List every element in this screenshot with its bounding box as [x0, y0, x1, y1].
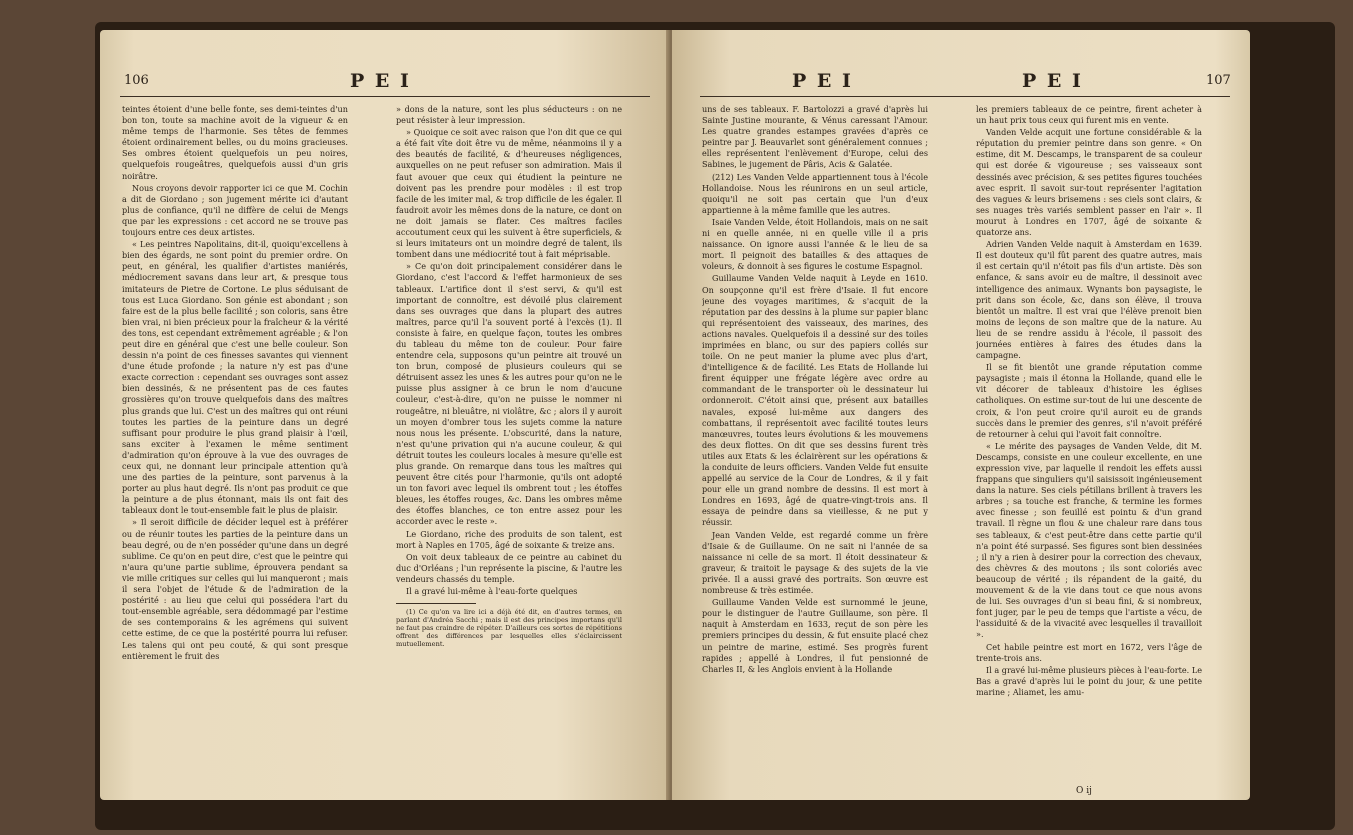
page-number: 107	[1206, 73, 1231, 88]
paragraph: Il a gravé lui-même à l'eau-forte quelques	[406, 586, 578, 597]
paragraph: Guillaume Vanden Velde naquit à Leyde en 1610. On soupçonne qu'il est frère d'Isaie. Il fut encore jeune des voyages maritimes, & s'acquit de la réputation par des dessins à la plume sur papier blanc qui représentoient des vaisseaux, des marines, des actions navales. Quelquefois il a dessiné sur des toiles imprimées en blanc, ou sur des papiers collés sur toile. On ne peut manier la plume avec plus d'art, d'intelligence & de facilité. Les Etats de Hollande lui firent équipper une frégate légère avec ordre au commandant de le transporter où le dessinateur lui ordonneroit. C'étoit ainsi que, présent aux batailles navales, exposé lui-même aux dangers des combattans, il représentoit avec facilité toutes leurs manœuvres, toutes leurs évolutions & les mouvemens des deux flottes. On dit que ses dessins furent très utiles aux Etats & les éclairèrent sur les opérations & la conduite de leurs officiers. Vanden Velde fut ensuite appellé au service de la Cour de Londres, & il y fait pour elle un grand nombre de dessins. Il est mort à Londres en 1693, âgé de quatre-vingt-trois ans. Il essaya de peindre dans sa vieillesse, & ne put y réussir.	[702, 273, 928, 528]
paragraph: Vanden Velde acquit une fortune considérable & la réputation du premier peintre dans son genre. « On estime, dit M. Descamps, le transparent de sa couleur qui est dorée & vigoureuse ; ses vaisseaux sont dessinés avec précision, & ses petites figures touchées avec esprit. Il savoit sur-tout représenter l'agitation des vagues & leurs brisemens : ses ciels sont clairs, & ses nuages très variés semblent passer en l'air ». Il mourut à Londres en 1707, âgé de soixante & quatorze ans.	[976, 127, 1202, 238]
paragraph: uns de ses tableaux. F. Bartolozzi a gravé d'après lui Sainte Justine mourante, & Vénus caressant l'Amour. Les quatre grandes estampes gravées d'après ce peintre par J. Beauvarlet sont généralement connues ; elles représentent l'enlèvement d'Europe, celui des Sabines, le jugement de Pâris, Acis & Galatée.	[702, 104, 928, 170]
paragraph: (212) Les Vanden Velde appartiennent tous à l'école Hollandoise. Nous les réunirons en un seul article, quoiqu'il ne soit pas certain que l'un d'eux appartienne à la même famille que les autres.	[702, 171, 928, 215]
paragraph: » Ce qu'on doit principalement considérer dans le Giordano, c'est l'accord & l'effet harmonieux de ses tableaux. L'artifice dont il s'est servi, & qu'il est important de connoître, est dévoilé plus clairement dans ses ouvrages que dans la plupart des autres maîtres, parce qu'il l'a souvent porté à l'excès (1). Il consiste à faire, en quelque façon, toutes les ombres du tableau du même ton de couleur. Pour faire entendre cela, supposons qu'un peintre ait trouvé un ton brun, composé de plusieurs couleurs qui se détruisent assez les unes & les autres pour qu'on ne le puisse plus assigner à ce brun le nom d'aucune couleur, c'est-à-dire, qu'on ne puisse le nommer ni rougeâtre, ni bleuâtre, ni violâtre, &c ; alors il y auroit un moyen d'ombrer tous les sujets comme la nature nous nous les présente. L'obscurité, dans la nature, n'est qu'une privation qui n'a aucune couleur, & qui détruit toutes les couleurs locales à mesure qu'elle est plus grande. On remarque dans tous les maîtres qui peuvent être cités pour l'harmonie, qu'ils ont adopté un ton favori avec lequel ils ombrent tout ; les étoffes bleues, les étoffes rouges, &c. Dans les ombres même des étoffes blanches, ce ton entre assez pour les accorder avec le reste ».	[396, 261, 622, 527]
signature-mark: O ij	[1076, 786, 1092, 796]
left-page	[100, 30, 670, 800]
paragraph: Isaie Vanden Velde, étoit Hollandois, mais on ne sait ni en quelle année, ni en quelle ville il a pris naissance. On ignore aussi l'année & le lieu de sa mort. Il peignoit des batailles & des attaques de voleurs, & donnoit à ses figures le costume Espagnol.	[702, 216, 928, 272]
left-column-2	[396, 104, 622, 794]
running-head: P E I	[792, 70, 853, 92]
paragraph: Le Giordano, riche des produits de son talent, est mort à Naples en 1705, âgé de soixante & treize ans.	[396, 528, 622, 550]
header-rule	[120, 96, 650, 97]
right-page	[672, 30, 1250, 800]
running-head-2: P E I	[1022, 70, 1083, 92]
paragraph: » Quoique ce soit avec raison que l'on dit que ce qui a été fait vîte doit être vu de même, néanmoins il y a des beautés de facilité, & d'heureuses négligences, auxquelles on ne peut refuser son admiration. Mais il faut avouer que ceux qui étudient la peinture ne doivent pas les prendre pour modèles : il est trop facile de les imiter mal, & trop difficile de les égaler. Il faudroit avoir les mêmes dons de la nature, ce dont on ne doit jamais se flater. Ces maîtres faciles accoutument ceux qui les suivent à être superficiels, & si leurs imitateurs ont un moindre degré de talent, ils tombent dans une médiocrité tout à fait méprisable.	[396, 127, 622, 260]
paragraph: les premiers tableaux de ce peintre, firent acheter à un haut prix tous ceux qui furent mis en vente.	[976, 104, 1202, 126]
left-column-1	[122, 104, 348, 663]
footnote: (1) Ce qu'on va lire ici a déjà été dit, en d'autres termes, en parlant d'Andréa Sacchi ; mais il est des principes importans qu'il ne faut pas craindre de répéter. D'ailleurs ces sortes de répétitions offrent des différences par lesquelles elles s'éclaircissent mutuellement.	[396, 608, 622, 649]
paragraph: Il a gravé lui-même plusieurs pièces à l'eau-forte. Le Bas a gravé d'après lui le point du jour, & une petite marine ; Aliamet, les amu-	[976, 664, 1202, 697]
paragraph: Guillaume Vanden Velde est surnommé le jeune, pour le distinguer de l'autre Guillaume, son père. Il naquit à Amsterdam en 1633, reçut de son père les premiers principes du dessin, & fut ensuite placé chez un peintre de marine, estimé. Ses progrès furent rapides ; appellé à Londres, il fut pensionné de Charles II, & les Anglois envient à la Hollande	[702, 597, 928, 674]
paragraph: « Les peintres Napolitains, dit-il, quoiqu'excellens à bien des égards, ne sont point du premier ordre. On peut, en général, les qualifier d'artistes maniérés, médiocrement savans dans leur art, & presque tous imitateurs de Pietre de Cortone. Le plus séduisant de tous est Luca Giordano. Son génie est abondant ; son faire est de la plus belle facilité ; son coloris, sans être bien vrai, ni bien précieux pour la fraîcheur & la vérité des tons, est cependant extrêmement agréable ; & l'on peut dire en général que c'est une belle couleur. Son dessin n'a point de ces finesses savantes qui viennent d'une étude profonde ; la nature n'y est pas d'une exacte correction : cependant ses ouvrages sont assez bien dessinés, & ne présentent pas de ces fautes grossières qu'on trouve quelquefois dans des maîtres plus grands que lui. C'est un des maîtres qui ont réuni toutes les parties de la peinture dans un degré suffisant pour produire le plus grand plaisir à l'œil, sans exciter à l'examen le même sentiment d'admiration qu'on éprouve à la vue des ouvrages de ceux qui, ne donnant leur principale attention qu'à une des parties de la peinture, sont parvenus à la porter au plus haut degré. Ils n'ont pas produit ce que la peinture a de plus étonnant, mais ils ont fait des tableaux dont le tout-ensemble fait le plus de plaisir.	[122, 239, 348, 516]
paragraph: On voit deux tableaux de ce peintre au cabinet du duc d'Orléans ; l'un représente la piscine, & l'autre les vendeurs chassés du temple.	[396, 551, 622, 584]
right-column-2	[976, 104, 1202, 784]
paragraph: Jean Vanden Velde, est regardé comme un frère d'Isaie & de Guillaume. On ne sait ni l'année de sa naissance ni celle de sa mort. Il étoit dessinateur & graveur, & traitoit le paysage & des sujets de la vie privée. Il a aussi gravé des portraits. Son œuvre est nombreuse & très estimée.	[702, 529, 928, 596]
page-number: 106	[124, 73, 149, 88]
paragraph: » Il seroit difficile de décider lequel est à préférer ou de réunir toutes les parties de la peinture dans un beau degré, ou de n'en posséder qu'une dans un degré sublime. Ce qu'on en peut dire, c'est que le peintre qui n'aura qu'une partie sublime, éprouvera pendant sa vie mille critiques sur celles qui lui manqueront ; mais il sera l'objet de l'étude & de l'admiration de la postérité : au lieu que celui qui possédera l'art du tout-ensemble agréable, sera dédommagé par l'estime de ses contemporains & les agrémens qui suivent cette estime, de ce que la postérité pourra lui refuser. Les talens qui ont peu couté, & qui sont presque entièrement le fruit des	[122, 517, 348, 661]
header-rule	[700, 96, 1230, 97]
paragraph: Nous croyons devoir rapporter ici ce que M. Cochin a dit de Giordano ; son jugement mérite ici d'autant plus de confiance, qu'il ne diffère de celui de Mengs que par les expressions : cet accord ne se trouve pas toujours entre ces deux artistes.	[122, 182, 348, 238]
paragraph: » dons de la nature, sont les plus séducteurs : on ne peut résister à leur impression.	[396, 104, 622, 126]
running-head: P E I	[350, 70, 411, 92]
paragraph: Adrien Vanden Velde naquit à Amsterdam en 1639. Il est douteux qu'il fût parent des quatre autres, mais il est certain qu'il n'étoit pas fils d'un artiste. Dès son enfance, & sans avoir eu de maître, il dessinoit avec intelligence des animaux. Wynants bon paysagiste, le prit dans son école, &c, dans son élève, il trouva bientôt un maître. Il est vrai que l'élève prenoit bien moins de leçons de son maître que de la nature. Au lieu de se rendre assidu à l'école, il passoit des journées entières à faires des études dans la campagne.	[976, 239, 1202, 361]
paragraph: Cet habile peintre est mort en 1672, vers l'âge de trente-trois ans.	[976, 641, 1202, 663]
paragraph: « Le mérite des paysages de Vanden Velde, dit M. Descamps, consiste en une couleur excellente, en une expression vive, par laquelle il rendoit les effets aussi frappans que singuliers qu'il saisissoit ingénieusement dans la nature. Ses ciels pétillans brillent à travers les arbres ; sa touche est franche, & termine les formes avec finesse ; son feuillé est pointu & d'un grand travail. Il règne un flou & une chaleur rare dans tous ses tableaux, & c'est peut-être dans cette partie qu'il n'a point été surpassé. Ses figures sont bien dessinées ; il n'y a rien à desirer pour la correction des chevaux, des chèvres & des moutons ; ils sont coloriés avec beaucoup de vérité ; ils répandent de la gaité, du mouvement & de la vie dans tout ce que nous avons de lui. Ses ouvrages d'un si beau fini, & si nombreux, font juger, par le peu de temps que l'artiste a vécu, de l'assiduité & de la vivacité avec lesquelles il travailloit ».	[976, 440, 1202, 640]
footnote-rule	[396, 603, 476, 604]
right-column-1	[702, 104, 928, 676]
paragraph: Il se fit bientôt une grande réputation comme paysagiste ; mais il étonna la Hollande, quand elle le vit décorer de tableaux d'histoire les églises catholiques. On estime sur-tout de lui une descente de croix, & l'on peut croire qu'il auroit eu de grands succès dans le premier des genres, s'il n'avoit préféré de retourner à celui qui l'avoit fait connoître.	[976, 362, 1202, 439]
paragraph: teintes étoient d'une belle fonte, ses demi-teintes d'un bon ton, toute sa machine avoit de la vigueur & en même temps de l'harmonie. Ses têtes de femmes étoient ordinairement belles, ou du moins gracieuses. Ses ombres étoient quelquefois un peu noires, quelquefois rougeâtres, quelquefois aussi d'un gris noirâtre.	[122, 104, 348, 181]
